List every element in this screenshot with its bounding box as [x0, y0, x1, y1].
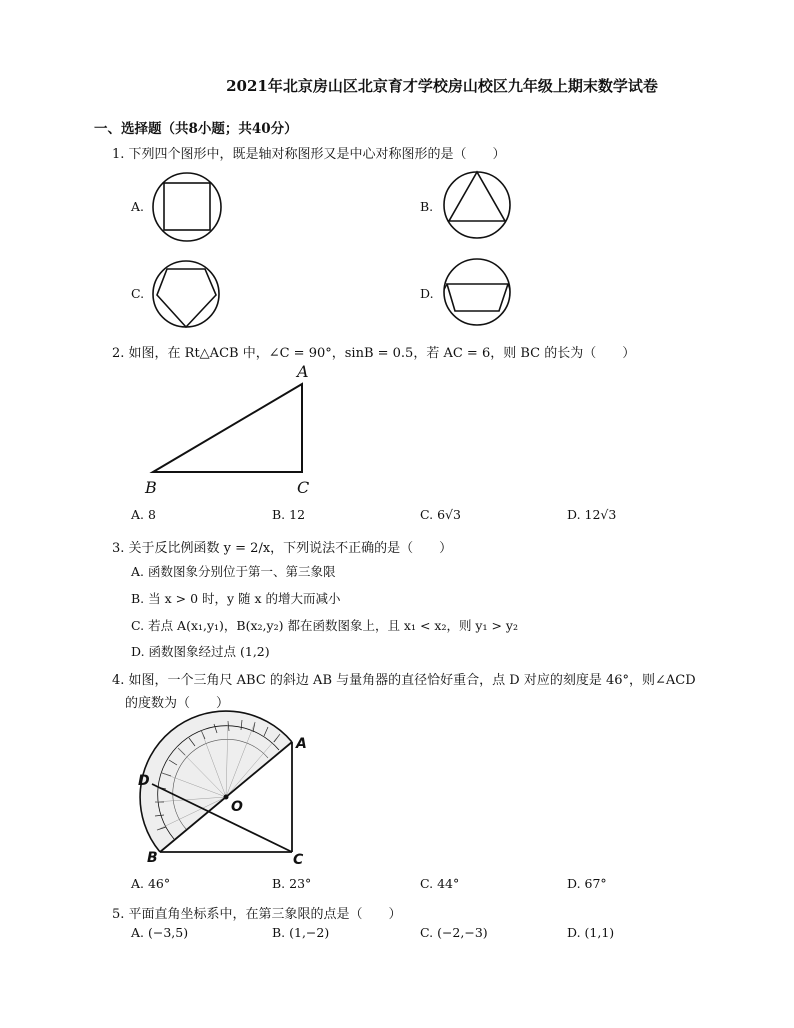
- q1-figure-c-circle-pentagon: [150, 258, 222, 330]
- q2-option-a: A. 8: [131, 507, 156, 522]
- question-3-stem: 3. 关于反比例函数 y = 2/x，下列说法不正确的是（ ）: [112, 541, 453, 556]
- q4-label-b: B: [147, 850, 158, 866]
- q4-option-a: A. 46°: [131, 876, 171, 891]
- q1-option-d-label: D.: [420, 286, 434, 301]
- question-2-stem: 2. 如图，在 Rt△ACB 中，∠C = 90°，sinB = 0.5，若 AC = 6，则 BC 的长为（ ）: [112, 346, 636, 361]
- q4-option-c: C. 44°: [420, 876, 460, 891]
- q1-option-c-label: C.: [131, 286, 145, 301]
- q3-option-d: D. 函数图象经过点 (1,2): [131, 644, 270, 659]
- q4-option-d: D. 67°: [567, 876, 607, 891]
- q2-option-c: C. 6√3: [420, 507, 461, 522]
- q1-option-a-label: A.: [131, 199, 145, 214]
- q1-figure-b-circle-triangle: [441, 169, 513, 241]
- q4-label-c: C: [293, 852, 304, 868]
- q2-option-b: B. 12: [272, 507, 306, 522]
- q2-triangle-figure: [140, 360, 330, 500]
- q4-label-o: O: [231, 799, 243, 815]
- q5-option-a: A. (−3,5): [131, 925, 189, 940]
- q4-protractor-figure: [140, 712, 315, 870]
- q2-option-d: D. 12√3: [567, 507, 617, 522]
- q2-label-c: C: [297, 478, 310, 497]
- protractor: [140, 711, 292, 852]
- q5-option-b: B. (1,−2): [272, 925, 330, 940]
- q4-label-d: D: [138, 773, 150, 789]
- question-5-stem: 5. 平面直角坐标系中，在第三象限的点是（ ）: [112, 907, 402, 922]
- question-1-stem: 1. 下列四个图形中，既是轴对称图形又是中心对称图形的是（ ）: [112, 147, 506, 162]
- q1-figure-a-circle-square: [150, 170, 224, 244]
- question-4-stem: 4. 如图，一个三角尺 ABC 的斜边 AB 与量角器的直径恰好重合，点 D 对应的刻度是 46°，则∠ACD: [112, 673, 696, 688]
- section-heading: 一、选择题（共8小题；共40分）: [94, 121, 298, 137]
- q4-option-b: B. 23°: [272, 876, 312, 891]
- question-4-stem-cont: 的度数为（ ）: [125, 696, 230, 711]
- q1-option-b-label: B.: [420, 199, 434, 214]
- q2-label-b: B: [145, 478, 157, 497]
- q1-figure-d-circle-hexagon: [440, 256, 515, 328]
- q3-option-a: A. 函数图象分别位于第一、第三象限: [131, 564, 336, 579]
- q4-label-a: A: [296, 736, 307, 752]
- q3-option-b: B. 当 x > 0 时，y 随 x 的增大而减小: [131, 591, 341, 606]
- q2-label-a: A: [297, 362, 309, 381]
- q5-option-c: C. (−2,−3): [420, 925, 488, 940]
- q5-option-d: D. (1,1): [567, 925, 615, 940]
- page-title: 2021年北京房山区北京育才学校房山校区九年级上期末数学试卷: [226, 77, 658, 95]
- q3-option-c: C. 若点 A(x₁,y₁)，B(x₂,y₂) 都在函数图象上，且 x₁ < x₂，则 y₁ > y₂: [131, 618, 519, 633]
